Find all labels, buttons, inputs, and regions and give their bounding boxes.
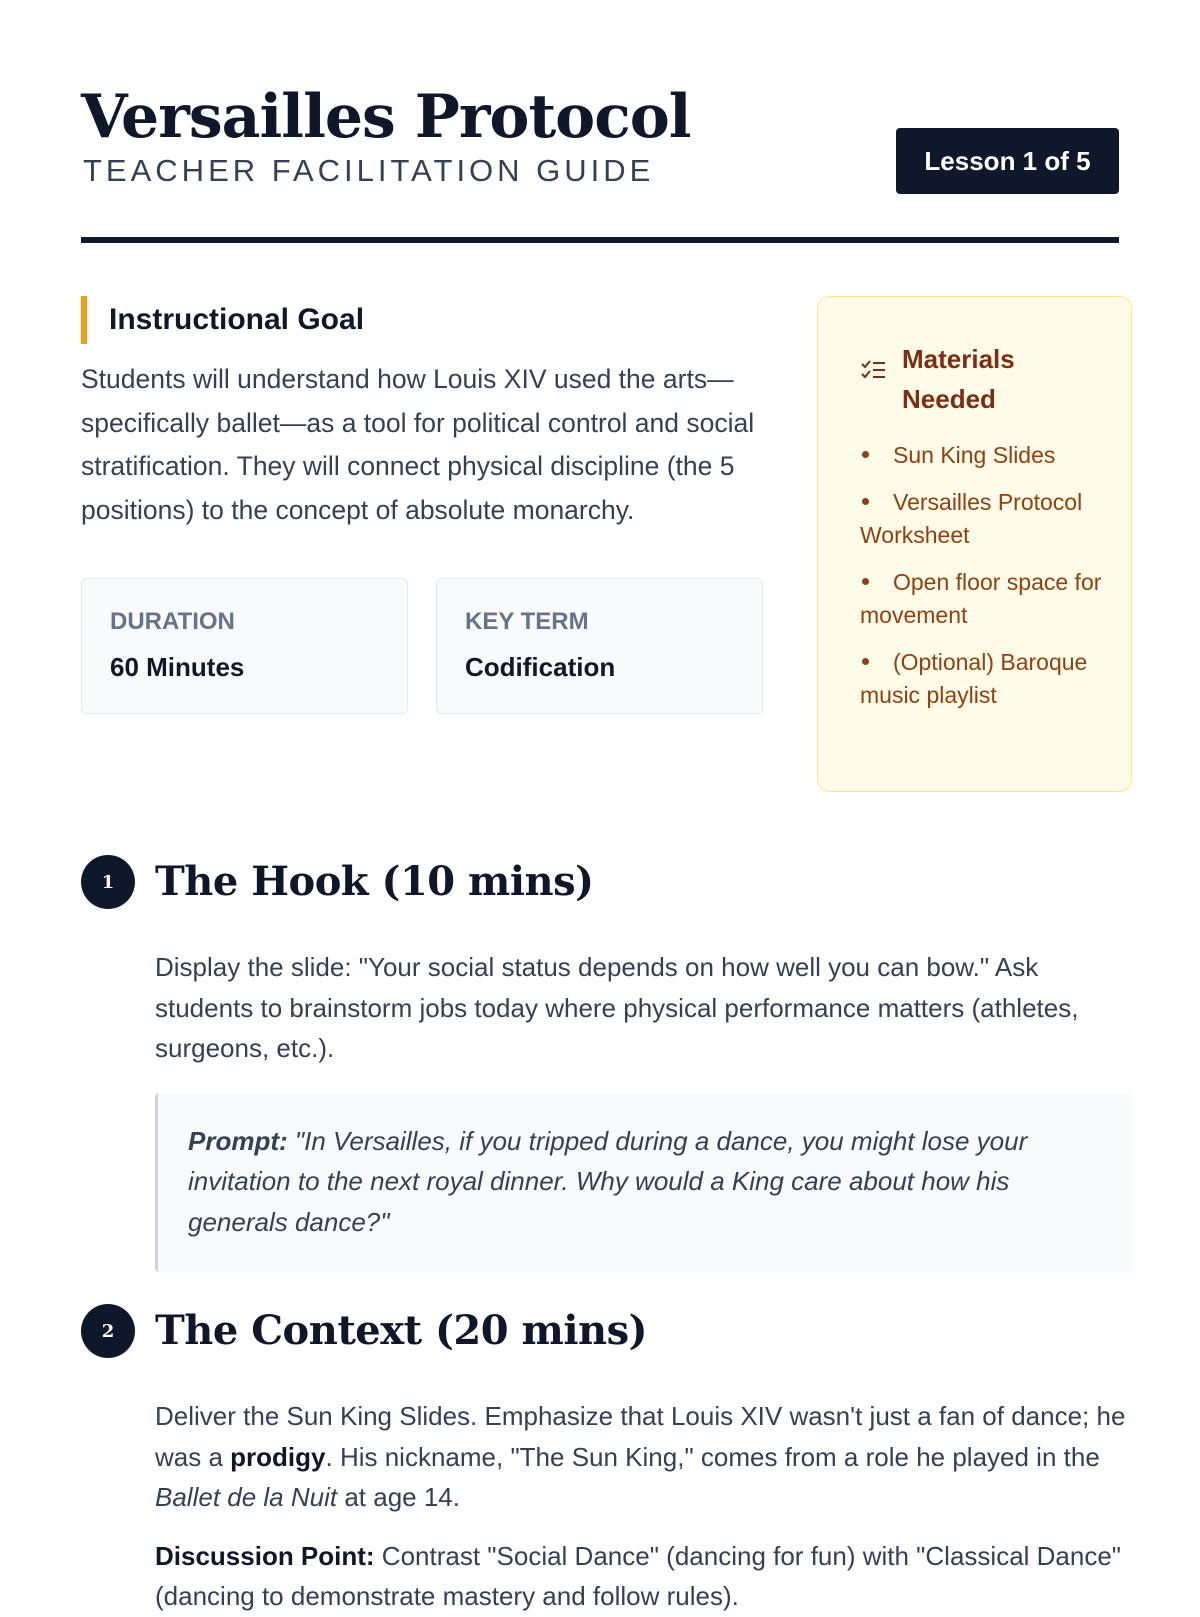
key-term-card — [436, 578, 763, 714]
list-item — [860, 486, 1111, 552]
text-segment: Deliver the Sun King Slides. Emphasize that Louis XIV wasn't just a fan of dance; he was a — [155, 1401, 1126, 1472]
materials-box — [817, 296, 1132, 792]
step-number-badge: 1 — [81, 855, 135, 909]
list-item — [860, 566, 1111, 632]
checklist-icon — [860, 359, 894, 386]
lesson-badge: Lesson 1 of 5 — [896, 128, 1119, 194]
duration-card — [81, 578, 408, 714]
step-text: Display the slide: "Your social status depends on how well you can bow." Ask students to brainstorm jobs today where physical performance matters (athletes, surgeons, etc.). — [155, 952, 1079, 1063]
bullet-icon — [862, 451, 869, 458]
list-item — [860, 439, 1111, 472]
duration-label: DURATION — [110, 608, 235, 635]
key-term-label: KEY TERM — [465, 608, 589, 635]
key-term-value: Codification — [465, 652, 616, 682]
emphasis-prodigy: prodigy — [230, 1441, 326, 1472]
step-body — [155, 947, 1132, 1272]
step-number-badge: 2 — [81, 1304, 135, 1358]
duration-value: 60 Minutes — [110, 652, 245, 682]
discussion-label: Discussion Point: — [155, 1540, 375, 1571]
step-text — [155, 1396, 1132, 1518]
materials-header — [860, 339, 1111, 419]
step-title: The Hook (10 mins) — [155, 858, 594, 905]
instructional-goal-section — [81, 296, 763, 714]
page-title: Versailles Protocol — [81, 82, 691, 152]
prompt-callout — [155, 1093, 1132, 1273]
prompt-label: Prompt: — [188, 1125, 288, 1156]
material-item-label: Sun King Slides — [893, 442, 1056, 468]
goal-text: Students will understand how Louis XIV used the arts—specifically ballet—as a tool for political control and social stratification. They will connect physical discipline (the 5 positions) to the concept of absolute monarchy. — [81, 364, 755, 525]
material-item-label: Versailles Protocol Worksheet — [860, 489, 1083, 548]
header — [81, 0, 1119, 243]
bullet-icon — [862, 578, 869, 585]
prompt-text: "In Versailles, if you tripped during a dance, you might lose your invitation to the next royal dinner. Why would a King care about how his generals dance?" — [188, 1125, 1028, 1237]
goal-heading: Instructional Goal — [81, 296, 763, 344]
step-body — [155, 1396, 1132, 1617]
bullet-icon — [862, 498, 869, 505]
info-cards — [81, 578, 763, 714]
bullet-icon — [862, 658, 869, 665]
step-title: The Context (20 mins) — [155, 1307, 648, 1354]
materials-list — [860, 439, 1111, 712]
text-segment: . His nickname, "The Sun King," comes from a role he played in the — [325, 1441, 1100, 1472]
discussion-point — [155, 1536, 1132, 1617]
list-item — [860, 646, 1111, 712]
ballet-title: Ballet de la Nuit — [155, 1482, 338, 1512]
material-item-label: (Optional) Baroque music playlist — [860, 649, 1088, 708]
materials-title: Materials Needed — [902, 344, 1015, 414]
page-subtitle: TEACHER FACILITATION GUIDE — [83, 153, 655, 188]
text-segment: at age 14. — [337, 1482, 460, 1512]
material-item-label: Open floor space for movement — [860, 569, 1102, 628]
discussion-text: Contrast "Social Dance" (dancing for fun) with "Classical Dance" (dancing to demonstrate mastery and follow rules). — [155, 1540, 1122, 1611]
